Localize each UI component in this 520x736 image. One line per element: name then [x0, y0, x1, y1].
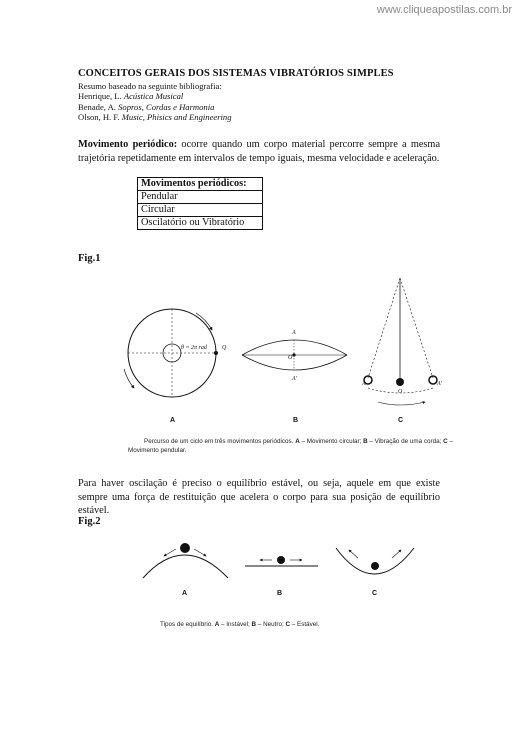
string-o-label: O: [288, 355, 293, 361]
caption-text: Tipos de equilíbrio.: [160, 621, 215, 628]
ref-work: Acústica Musical: [123, 91, 184, 102]
bibliography-intro: Resumo baseado na seguinte bibliografia:: [78, 81, 222, 91]
string-a-bottom-label: A': [292, 376, 297, 382]
fig2-sublabel-c: C: [372, 590, 378, 597]
table-row: Circular: [138, 204, 263, 217]
neutral-equilibrium-diagram: [245, 556, 318, 566]
caption-text: Percurso de um ciclo em três movimentos periódicos.: [144, 438, 296, 445]
unstable-equilibrium-diagram: [143, 543, 228, 578]
caption-key: C: [443, 438, 448, 445]
table-header: Movimentos periódicos:: [138, 178, 263, 191]
fig2-sublabel-b: B: [277, 590, 283, 597]
caption-text: – Vibração de uma corda;: [367, 438, 444, 445]
fig1-sublabel-b: B: [293, 417, 299, 424]
periodic-definition: ocorre quando um corpo material percorre sempre a mesma trajetória repetidamente em intervalos de tempo iguais, mesma velocidade e aceleração.: [78, 139, 441, 164]
pendulum-o-label: O: [398, 389, 403, 395]
caption-text: – Instável;: [219, 621, 252, 628]
fig1-label: Fig.1: [78, 253, 101, 264]
caption-text: – Neutro;: [256, 621, 286, 628]
stable-equilibrium-diagram: [336, 548, 414, 574]
caption-text: – Movimento circular;: [299, 438, 364, 445]
ref-author: Olson, H. F.: [78, 112, 120, 123]
table-row: Oscilatório ou Vibratório: [138, 217, 263, 230]
periodic-term: Movimento periódico:: [78, 139, 178, 150]
string-a-top-label: A: [292, 330, 296, 336]
caption-key: A: [295, 438, 300, 445]
ref-work: Sopros, Cordas e Harmonia: [118, 101, 215, 112]
caption-key: C: [285, 621, 291, 628]
table-row: Pendular: [138, 191, 263, 204]
fig2-sublabel-a: A: [182, 590, 188, 597]
oscillation-paragraph: Para haver oscilação é preciso o equilíbrio estável, ou seja, aquele em que existe sempre uma força de restituição que acelera o corpo para sua posição de equilíbrio estável.: [78, 478, 440, 516]
fig1-sublabel-c: C: [398, 417, 404, 424]
document-title: CONCEITOS GERAIS DOS SISTEMAS VIBRATÓRIOS SIMPLES: [78, 68, 394, 79]
fig2-label: Fig.2: [78, 516, 101, 527]
caption-text: – Estável.: [290, 621, 320, 628]
theta-label: θ = 2π rad: [181, 345, 207, 351]
ref-work: Music, Phisics and Engineering: [121, 112, 232, 123]
ref-author: Henrique, L.: [78, 91, 122, 102]
caption-key: A: [214, 621, 220, 628]
fig1-sublabel-a: A: [170, 417, 176, 424]
caption-key: B: [251, 621, 257, 628]
pendulum-a-right-label: A': [437, 381, 442, 387]
caption-text: – Movimento pendular.: [128, 438, 453, 454]
pendulum-a-left-label: A: [362, 381, 366, 387]
caption-key: B: [363, 438, 368, 445]
site-url: www.cliqueapostilas.com.br: [376, 4, 512, 16]
fig2-caption: [160, 620, 420, 629]
q-label: Q: [222, 345, 227, 351]
ref-author: Benade, A.: [78, 101, 116, 112]
